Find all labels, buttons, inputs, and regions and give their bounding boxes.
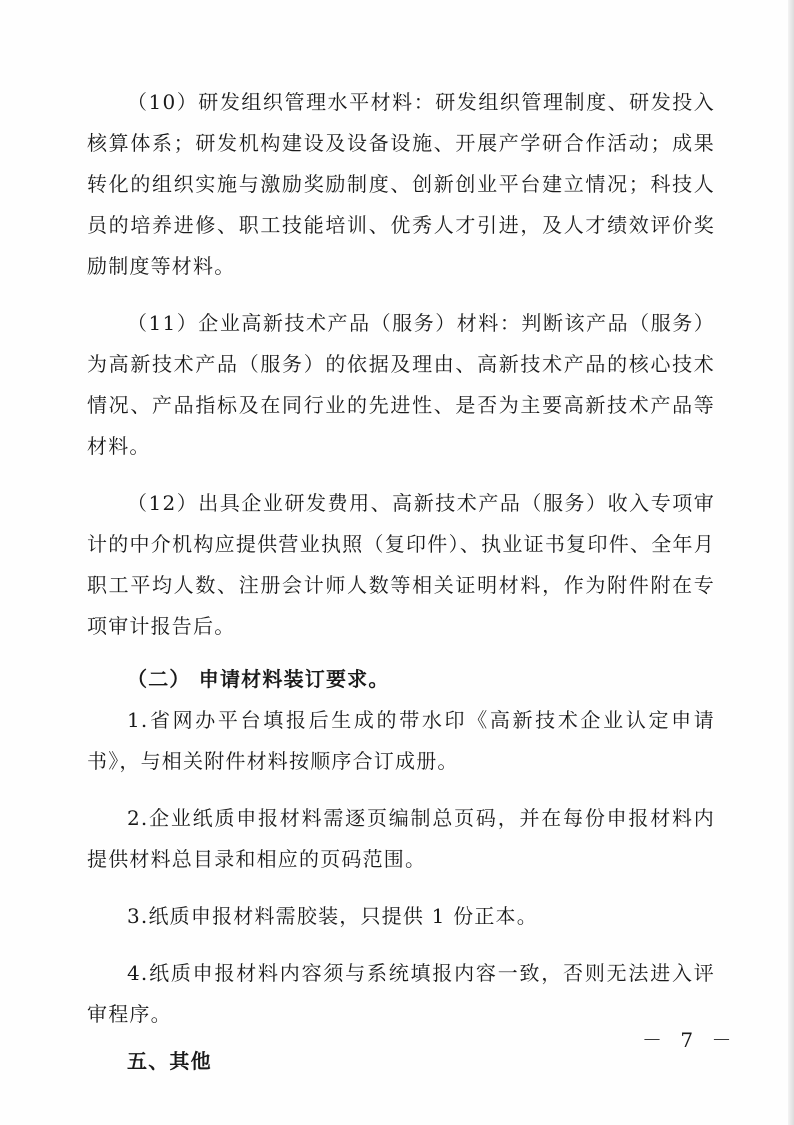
- paragraph-11: （11）企业高新技术产品（服务）材料：判断该产品（服务）为高新技术产品（服务）的依据及理由、高新技术产品的核心技术情况、产品指标及在同行业的先进性、是否为主要高新技术产品等材料。: [87, 311, 715, 458]
- binding-item-3: 3.纸质申报材料需胶装，只提供 1 份正本。: [127, 904, 538, 928]
- binding-item-1: 1.省网办平台填报后生成的带水印《高新技术企业认定申请书》，与相关附件材料按顺序合订成册。: [87, 708, 715, 773]
- document-body: [87, 82, 715, 1082]
- paragraph-10: （10）研发组织管理水平材料：研发组织管理制度、研发投入核算体系；研发机构建设及设备设施、开展产学研合作活动；成果转化的组织实施与激励奖励制度、创新创业平台建立情况；科技人员的培养进修、职工技能培训、优秀人才引进，及人才绩效评价奖励制度等材料。: [87, 90, 715, 278]
- binding-item-4: 4.纸质申报材料内容须与系统填报内容一致，否则无法进入评审程序。: [87, 961, 715, 1026]
- section-2-heading: （二） 申请材料装订要求。: [127, 667, 390, 691]
- scan-edge: [788, 0, 794, 1125]
- paragraph-12: （12）出具企业研发费用、高新技术产品（服务）收入专项审计的中介机构应提供营业执照（复印件）、执业证书复印件、全年月职工平均人数、注册会计师人数等相关证明材料，作为附件附在专项审计报告后。: [87, 491, 715, 638]
- section-5-heading: 五、其他: [127, 1049, 212, 1073]
- page-number: － 7 －: [642, 1028, 738, 1052]
- binding-item-2: 2.企业纸质申报材料需逐页编制总页码，并在每份申报材料内提供材料总目录和相应的页码范围。: [87, 806, 715, 871]
